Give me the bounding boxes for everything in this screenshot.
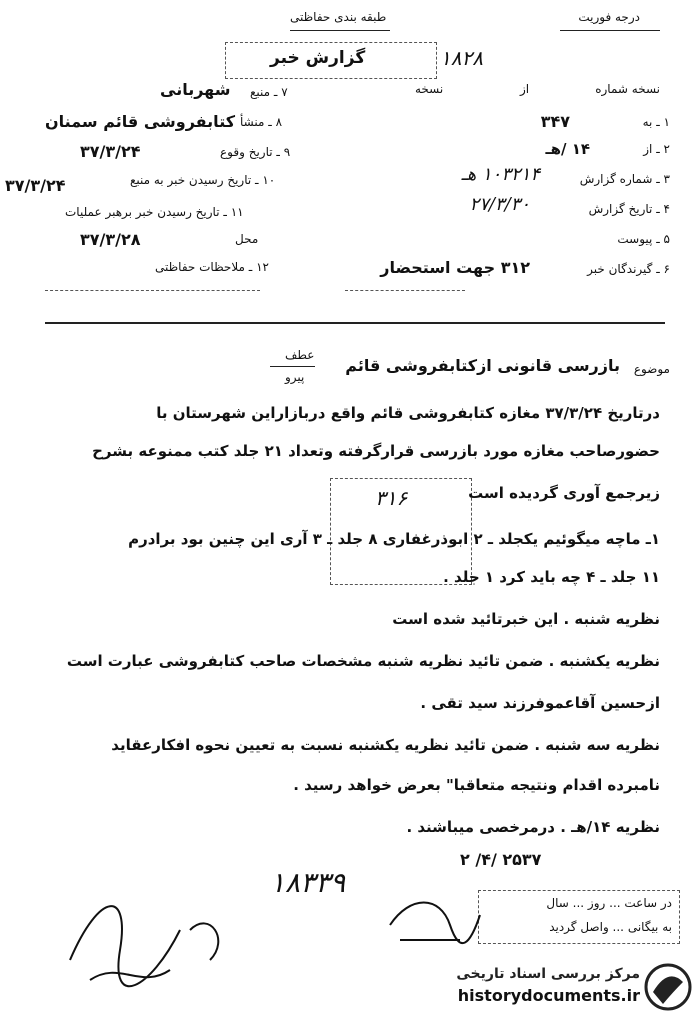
field-to-label: ۱ ـ به — [642, 115, 670, 129]
field-report-date-value: ۲۷/۳/۳۰ — [469, 194, 530, 215]
subject-text: بازرسی قانونی ازکتابفروشی قائم — [345, 356, 620, 375]
field-source-label: ۷ ـ منبع — [250, 85, 288, 99]
field-origin-value: کتابفروشی قائم سمنان — [45, 112, 236, 131]
field-origin-label: ۸ ـ منشأ — [240, 115, 283, 129]
left-separator — [45, 290, 260, 291]
body-line-11: نظریه ۱۴/هـ . درمرخصی میباشند . — [406, 818, 660, 836]
watermark-logo-icon — [643, 962, 693, 1012]
field-report-date-label: ۴ ـ تاریخ گزارش — [588, 202, 670, 216]
field-report-number-value: ۱۰۳۲۱۴ هـ — [461, 164, 540, 185]
right-separator — [345, 290, 465, 291]
atf-label: عطف — [285, 348, 315, 362]
field-occurrence-date-label: ۹ ـ تاریخ وقوع — [220, 145, 291, 159]
field-from-label: ۲ ـ از — [643, 142, 670, 156]
handwritten-mark: ۱۸۲۸ — [440, 46, 483, 70]
field-receipt-source-label: ۱۰ ـ تاریخ رسیدن خبر به منبع — [130, 173, 276, 187]
subject-label: موضوع — [633, 362, 670, 376]
body-line-10: نامبرده اقدام ونتیجه متعاقبا" بعرض خواهد رسید . — [293, 776, 660, 794]
of-label: از — [520, 82, 530, 96]
section-divider — [45, 322, 665, 324]
body-line-2: حضورصاحب مغازه مورد بازرسی قرارگرفته وتعداد ۲۱ جلد کتب ممنوعه بشرح — [92, 442, 660, 460]
classification-underline — [290, 30, 390, 31]
watermark-url: historydocuments.ir — [457, 986, 640, 1005]
copy-label: نسخه — [415, 82, 444, 96]
field-attachment-label: ۵ ـ پیوست — [617, 232, 670, 246]
body-line-6: نظریه شنبه . این خبرتائید شده است — [392, 610, 660, 628]
field-receipt-source-value: ۳۷/۳/۲۴ — [5, 176, 66, 195]
copy-number-label: نسخه شماره — [595, 82, 660, 96]
body-line-7: نظریه یکشنبه . ضمن تائید نظریه شنبه مشخصات صاحب کتابفروشی عبارت است — [66, 652, 660, 670]
receipt-line-1: در ساعت ... روز ... سال — [546, 896, 672, 910]
atf-peyro-divider — [270, 366, 315, 367]
field-location-label: محل — [235, 232, 259, 246]
body-line-9: نظریه سه شنبه . ضمن تائید نظریه یکشنبه نسبت به تعیین نحوه افکارعقاید — [111, 736, 660, 754]
field-to-value: ۳۴۷ — [540, 112, 570, 131]
field-recipients-value: ۳۱۲ جهت استحضار — [380, 258, 530, 277]
classification-label: طبقه بندی حفاظتی — [290, 10, 387, 24]
body-line-4: ۱ـ ماچه میگوئیم یکجلد ـ ۲ ابوذرغفاری ۸ جلد ـ ۳ آری این چنین بود برادرم — [128, 530, 660, 548]
field-source-value: شهربانی — [160, 80, 231, 99]
field-security-notes-label: ۱۲ ـ ملاحظات حفاظتی — [155, 260, 269, 274]
field-location-value: ۳۷/۳/۲۸ — [80, 230, 141, 249]
peyro-label: پیرو — [285, 370, 305, 384]
body-line-1: درتاریخ ۳۷/۳/۲۴ مغازه کتابفروشی قائم واقع دربازاراین شهرستان با — [156, 404, 660, 422]
field-receipt-operations-label: ۱۱ ـ تاریخ رسیدن خبر برهبر عملیات — [65, 205, 244, 219]
receipt-line-2: به بیگانی ... واصل گردید — [549, 920, 672, 934]
body-line-8: ازحسین آقاعموفرزند سید تقی . — [420, 694, 660, 712]
field-from-value: ۱۴ /هـ — [545, 140, 590, 158]
field-recipients-label: ۶ ـ گیرندگان خبر — [587, 262, 670, 276]
signature-mark — [380, 885, 490, 955]
watermark-name: مرکز بررسی اسناد تاریخی — [456, 966, 640, 982]
footer-date: ۲۵۳۷ /۴/ ۲ — [460, 850, 542, 869]
watermark — [456, 960, 695, 1015]
field-report-number-label: ۳ ـ شماره گزارش — [579, 172, 670, 186]
field-occurrence-date-value: ۳۷/۳/۲۴ — [80, 142, 141, 161]
urgency-label: درجه فوریت — [578, 10, 640, 24]
report-title: گزارش خبر — [270, 48, 366, 68]
body-line-5: ۱۱ جلد ـ ۴ چه باید کرد ۱ جلد . — [443, 568, 660, 586]
body-line-3: زیرجمع آوری گردیده است — [468, 484, 660, 502]
signature-scribble — [60, 870, 260, 1010]
footer-number: ۱۸۳۳۹ — [270, 866, 346, 899]
stamp-number: ۳۱۶ — [375, 486, 408, 510]
urgency-underline — [560, 30, 660, 31]
